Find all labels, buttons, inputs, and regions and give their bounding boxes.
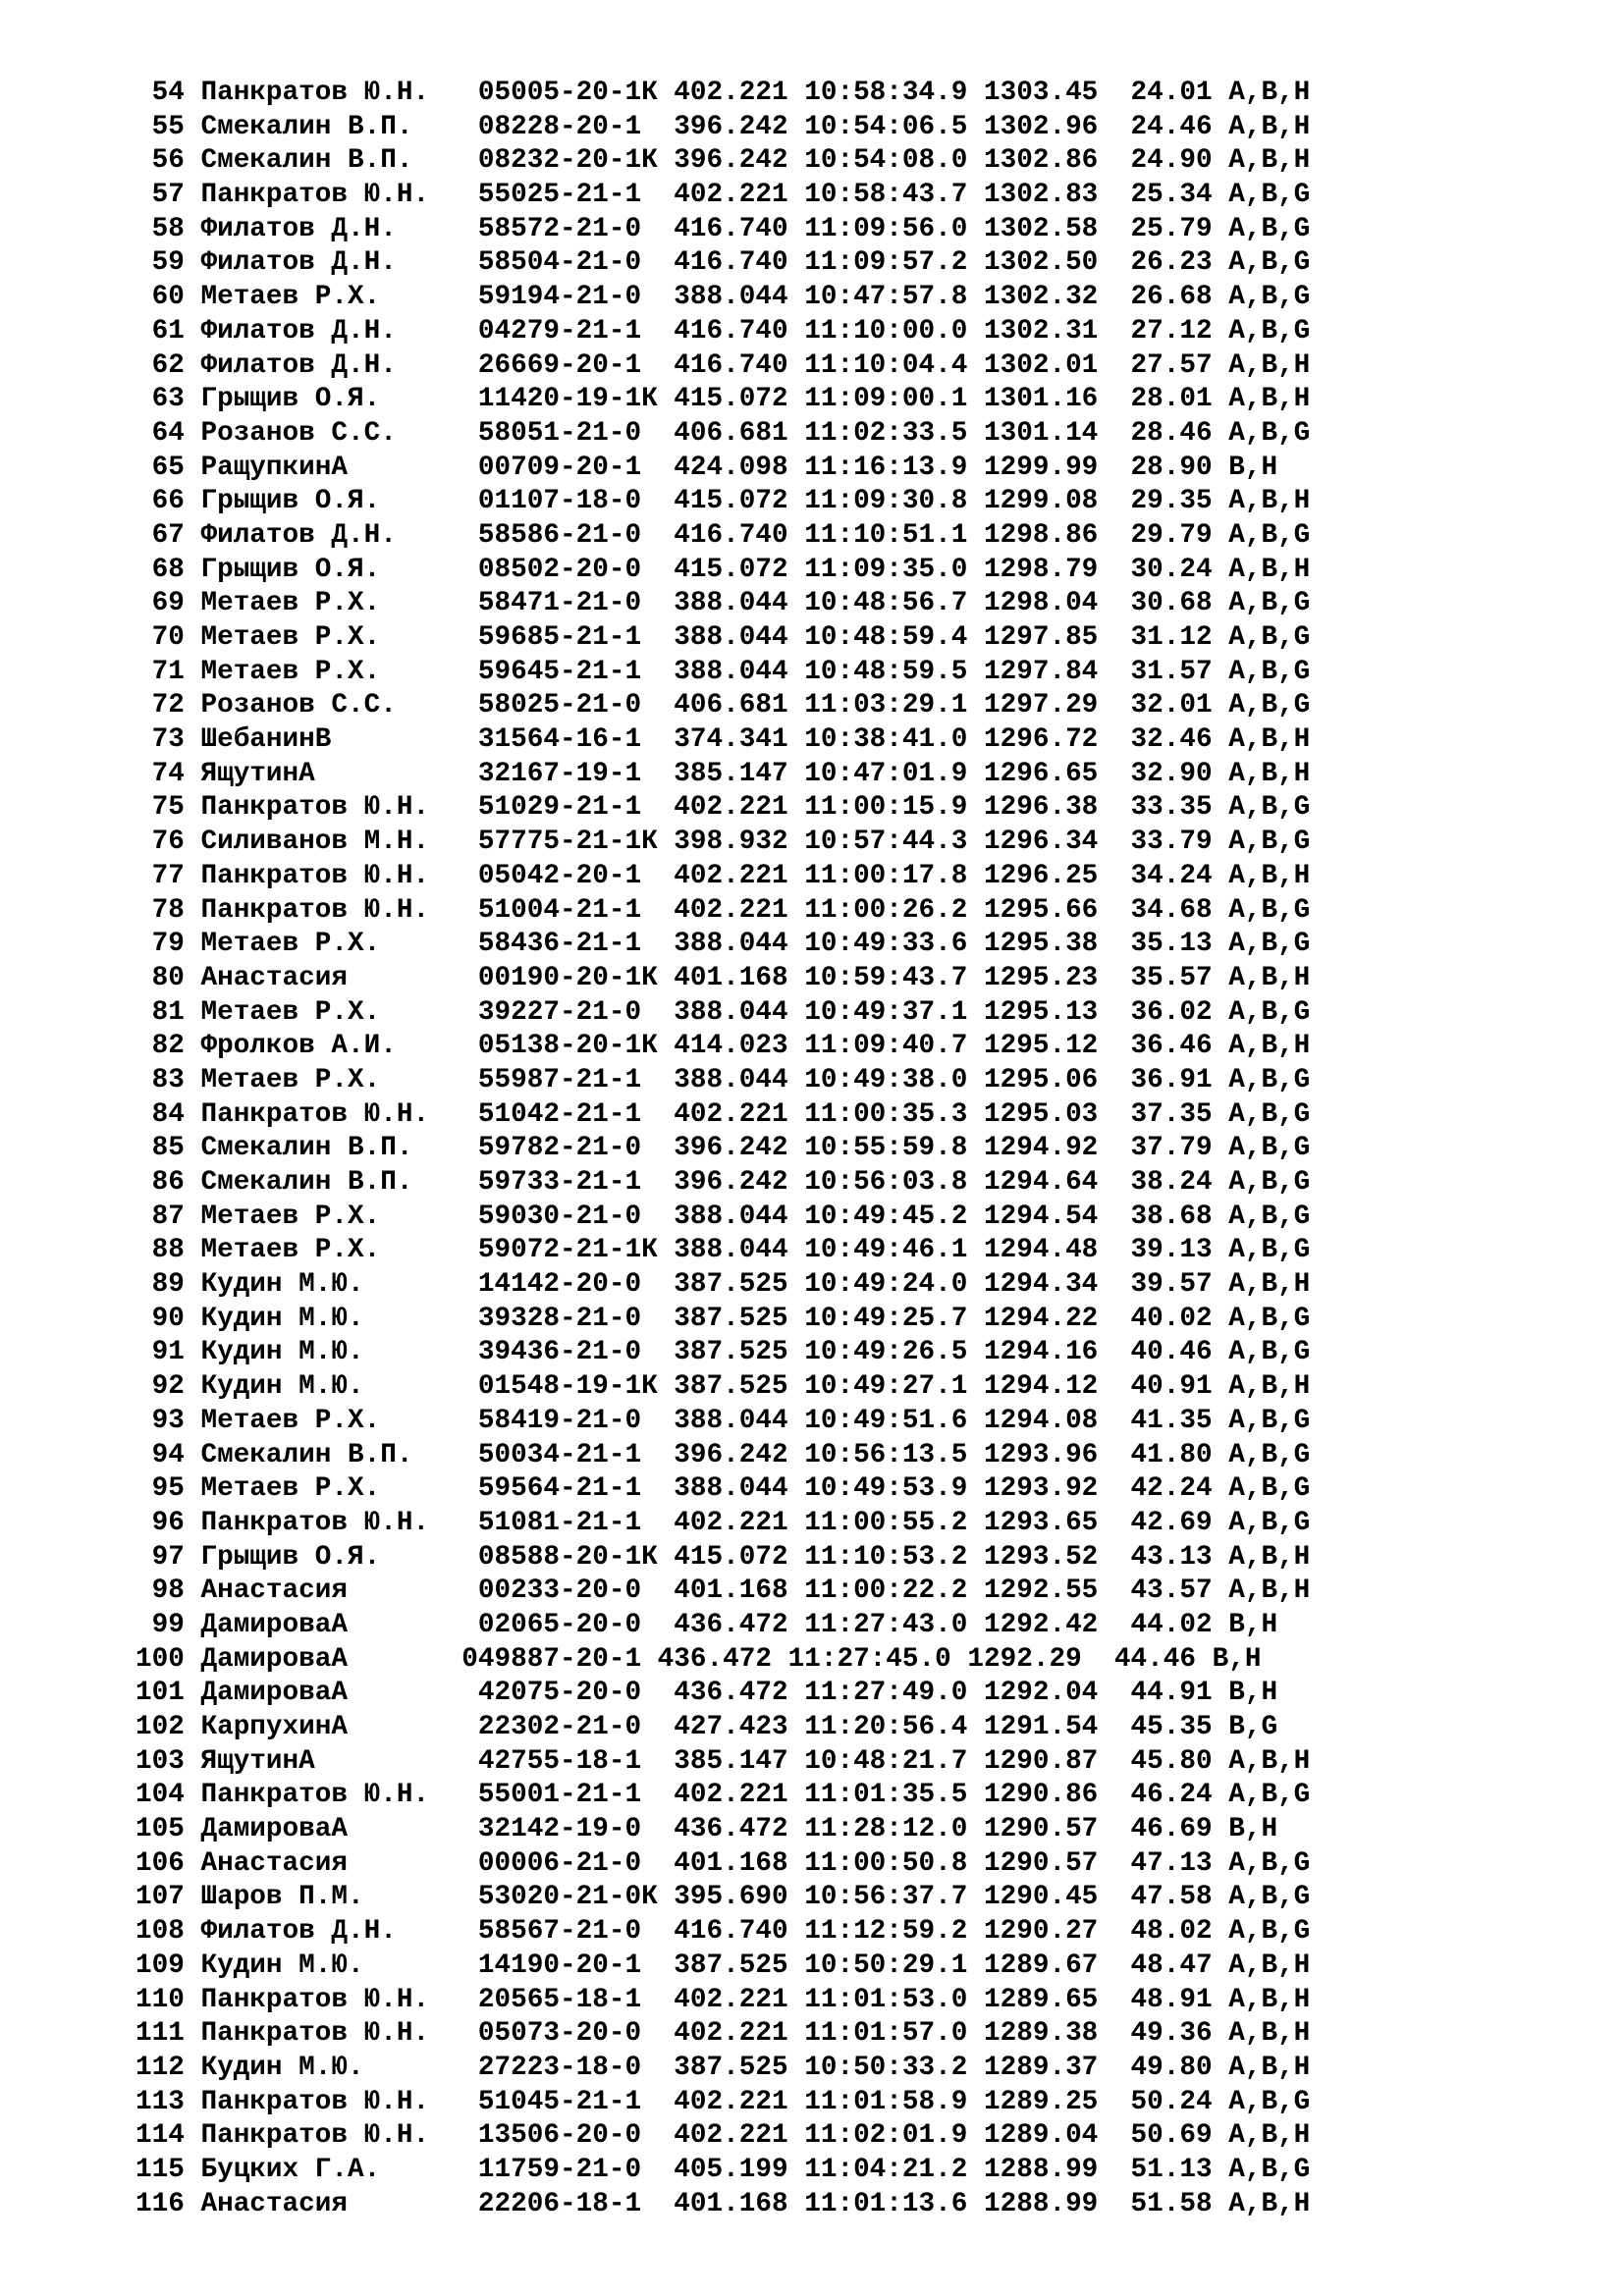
table-row: 57 Панкратов Ю.Н. 55025-21-1 402.221 10:58:43.7 1302.83 25.34 A,B,G — [135, 180, 1311, 211]
table-row: 113 Панкратов Ю.Н. 51045-21-1 402.221 11:01:58.9 1289.25 50.24 A,B,G — [135, 2086, 1311, 2117]
table-row: 101 ДамироваА 42075-20-0 436.472 11:27:49.0 1292.04 44.91 B,H — [135, 1678, 1278, 1709]
table-row: 82 Фролков А.И. 05138-20-1К 414.023 11:09:40.7 1295.12 36.46 A,B,H — [135, 1031, 1311, 1062]
table-row: 66 Грыщив О.Я. 01107-18-0 415.072 11:09:30.8 1299.08 29.35 A,B,H — [135, 486, 1311, 517]
table-row: 93 Метаев Р.Х. 58419-21-0 388.044 10:49:51.6 1294.08 41.35 A,B,G — [135, 1405, 1311, 1436]
table-row: 100 ДамироваА 049887-20-1 436.472 11:27:45.0 1292.29 44.46 B,H — [135, 1643, 1262, 1675]
table-row: 107 Шаров П.М. 53020-21-0К 395.690 10:56:37.7 1290.45 47.58 A,B,G — [135, 1882, 1311, 1913]
table-row: 80 Анастасия 00190-20-1К 401.168 10:59:43.7 1295.23 35.57 A,B,H — [135, 962, 1311, 993]
table-row: 99 ДамироваА 02065-20-0 436.472 11:27:43.0 1292.42 44.02 B,H — [135, 1609, 1278, 1640]
table-row: 70 Метаев Р.Х. 59685-21-1 388.044 10:48:59.4 1297.85 31.12 A,B,G — [135, 622, 1311, 653]
table-row: 87 Метаев Р.Х. 59030-21-0 388.044 10:49:45.2 1294.54 38.68 A,B,G — [135, 1201, 1311, 1232]
table-row: 92 Кудин М.Ю. 01548-19-1К 387.525 10:49:27.1 1294.12 40.91 A,B,H — [135, 1371, 1311, 1403]
table-row: 84 Панкратов Ю.Н. 51042-21-1 402.221 11:00:35.3 1295.03 37.35 A,B,G — [135, 1098, 1311, 1130]
table-row: 88 Метаев Р.Х. 59072-21-1К 388.044 10:49:46.1 1294.48 39.13 A,B,G — [135, 1235, 1311, 1266]
table-row: 61 Филатов Д.Н. 04279-21-1 416.740 11:10:00.0 1302.31 27.12 A,B,G — [135, 315, 1311, 347]
table-row: 73 ШебанинВ 31564-16-1 374.341 10:38:41.0 1296.72 32.46 A,B,H — [135, 724, 1311, 756]
table-row: 81 Метаев Р.Х. 39227-21-0 388.044 10:49:37.1 1295.13 36.02 A,B,G — [135, 996, 1311, 1028]
table-row: 104 Панкратов Ю.Н. 55001-21-1 402.221 11:01:35.5 1290.86 46.24 A,B,G — [135, 1780, 1311, 1811]
table-row: 65 РащупкинА 00709-20-1 424.098 11:16:13.9 1299.99 28.90 B,H — [135, 452, 1278, 483]
table-row: 98 Анастасия 00233-20-0 401.168 11:00:22.2 1292.55 43.57 A,B,H — [135, 1575, 1311, 1607]
table-row: 63 Грыщив О.Я. 11420-19-1К 415.072 11:09:00.1 1301.16 28.01 A,B,H — [135, 384, 1311, 415]
table-row: 115 Буцких Г.А. 11759-21-0 405.199 11:04:21.2 1288.99 51.13 A,B,G — [135, 2154, 1311, 2185]
table-row: 97 Грыщив О.Я. 08588-20-1К 415.072 11:10:53.2 1293.52 43.13 A,B,H — [135, 1541, 1311, 1573]
table-row: 105 ДамироваА 32142-19-0 436.472 11:28:12.0 1290.57 46.69 B,H — [135, 1814, 1278, 1845]
table-row: 68 Грыщив О.Я. 08502-20-0 415.072 11:09:35.0 1298.79 30.24 A,B,H — [135, 554, 1311, 585]
table-row: 74 ЯщутинА 32167-19-1 385.147 10:47:01.9 1296.65 32.90 A,B,H — [135, 758, 1311, 789]
table-row: 111 Панкратов Ю.Н. 05073-20-0 402.221 11:01:57.0 1289.38 49.36 A,B,H — [135, 2018, 1311, 2050]
table-row: 77 Панкратов Ю.Н. 05042-20-1 402.221 11:00:17.8 1296.25 34.24 A,B,H — [135, 860, 1311, 891]
table-row: 90 Кудин М.Ю. 39328-21-0 387.525 10:49:25.7 1294.22 40.02 A,B,G — [135, 1303, 1311, 1334]
table-row: 94 Смекалин В.П. 50034-21-1 396.242 10:56:13.5 1293.96 41.80 A,B,G — [135, 1439, 1311, 1470]
table-row: 86 Смекалин В.П. 59733-21-1 396.242 10:56:03.8 1294.64 38.24 A,B,G — [135, 1167, 1311, 1198]
table-row: 79 Метаев Р.Х. 58436-21-1 388.044 10:49:33.6 1295.38 35.13 A,B,G — [135, 929, 1311, 960]
table-row: 58 Филатов Д.Н. 58572-21-0 416.740 11:09:56.0 1302.58 25.79 A,B,G — [135, 213, 1311, 244]
table-row: 60 Метаев Р.Х. 59194-21-0 388.044 10:47:57.8 1302.32 26.68 A,B,G — [135, 282, 1311, 313]
table-row: 106 Анастасия 00006-21-0 401.168 11:00:50.8 1290.57 47.13 A,B,G — [135, 1847, 1311, 1879]
table-row: 69 Метаев Р.Х. 58471-21-0 388.044 10:48:56.7 1298.04 30.68 A,B,G — [135, 588, 1311, 619]
table-row: 64 Розанов С.С. 58051-21-0 406.681 11:02:33.5 1301.14 28.46 A,B,G — [135, 417, 1311, 449]
results-table — [135, 77, 1310, 2221]
table-row: 91 Кудин М.Ю. 39436-21-0 387.525 10:49:26.5 1294.16 40.46 A,B,G — [135, 1337, 1311, 1368]
table-row: 96 Панкратов Ю.Н. 51081-21-1 402.221 11:00:55.2 1293.65 42.69 A,B,G — [135, 1507, 1311, 1538]
table-row: 95 Метаев Р.Х. 59564-21-1 388.044 10:49:53.9 1293.92 42.24 A,B,G — [135, 1473, 1311, 1505]
table-row: 67 Филатов Д.Н. 58586-21-0 416.740 11:10:51.1 1298.86 29.79 A,B,G — [135, 519, 1311, 551]
table-row: 55 Смекалин В.П. 08228-20-1 396.242 10:54:06.5 1302.96 24.46 A,B,H — [135, 111, 1311, 142]
table-row: 108 Филатов Д.Н. 58567-21-0 416.740 11:12:59.2 1290.27 48.02 A,B,G — [135, 1916, 1311, 1948]
table-row: 59 Филатов Д.Н. 58504-21-0 416.740 11:09:57.2 1302.50 26.23 A,B,G — [135, 247, 1311, 279]
table-row: 103 ЯщутинА 42755-18-1 385.147 10:48:21.7 1290.87 45.80 A,B,H — [135, 1745, 1311, 1777]
table-row: 112 Кудин М.Ю. 27223-18-0 387.525 10:50:33.2 1289.37 49.80 A,B,H — [135, 2052, 1311, 2083]
table-row: 89 Кудин М.Ю. 14142-20-0 387.525 10:49:24.0 1294.34 39.57 A,B,H — [135, 1269, 1311, 1301]
table-row: 110 Панкратов Ю.Н. 20565-18-1 402.221 11:01:53.0 1289.65 48.91 A,B,H — [135, 1984, 1311, 2015]
table-row: 78 Панкратов Ю.Н. 51004-21-1 402.221 11:00:26.2 1295.66 34.68 A,B,G — [135, 894, 1311, 926]
table-row: 116 Анастасия 22206-18-1 401.168 11:01:13.6 1288.99 51.58 A,B,H — [135, 2188, 1311, 2219]
table-row: 71 Метаев Р.Х. 59645-21-1 388.044 10:48:59.5 1297.84 31.57 A,B,G — [135, 656, 1311, 687]
table-row: 102 КарпухинА 22302-21-0 427.423 11:20:56.4 1291.54 45.35 B,G — [135, 1712, 1278, 1742]
table-row: 83 Метаев Р.Х. 55987-21-1 388.044 10:49:38.0 1295.06 36.91 A,B,G — [135, 1064, 1311, 1095]
table-row: 109 Кудин М.Ю. 14190-20-1 387.525 10:50:29.1 1289.67 48.47 A,B,H — [135, 1949, 1311, 1981]
table-row: 56 Смекалин В.П. 08232-20-1К 396.242 10:54:08.0 1302.86 24.90 A,B,H — [135, 145, 1311, 177]
table-row: 72 Розанов С.С. 58025-21-0 406.681 11:03:29.1 1297.29 32.01 A,B,G — [135, 690, 1311, 721]
table-row: 75 Панкратов Ю.Н. 51029-21-1 402.221 11:00:15.9 1296.38 33.35 A,B,G — [135, 792, 1311, 824]
table-row: 54 Панкратов Ю.Н. 05005-20-1К 402.221 10:58:34.9 1303.45 24.01 A,B,H — [135, 78, 1311, 108]
table-row: 114 Панкратов Ю.Н. 13506-20-0 402.221 11:02:01.9 1289.04 50.69 A,B,H — [135, 2120, 1311, 2152]
table-row: 76 Силиванов М.Н. 57775-21-1К 398.932 10:57:44.3 1296.34 33.79 A,B,G — [135, 827, 1311, 858]
table-row: 62 Филатов Д.Н. 26669-20-1 416.740 11:10:04.4 1302.01 27.57 A,B,H — [135, 349, 1311, 381]
table-row: 85 Смекалин В.П. 59782-21-0 396.242 10:55:59.8 1294.92 37.79 A,B,G — [135, 1133, 1311, 1164]
